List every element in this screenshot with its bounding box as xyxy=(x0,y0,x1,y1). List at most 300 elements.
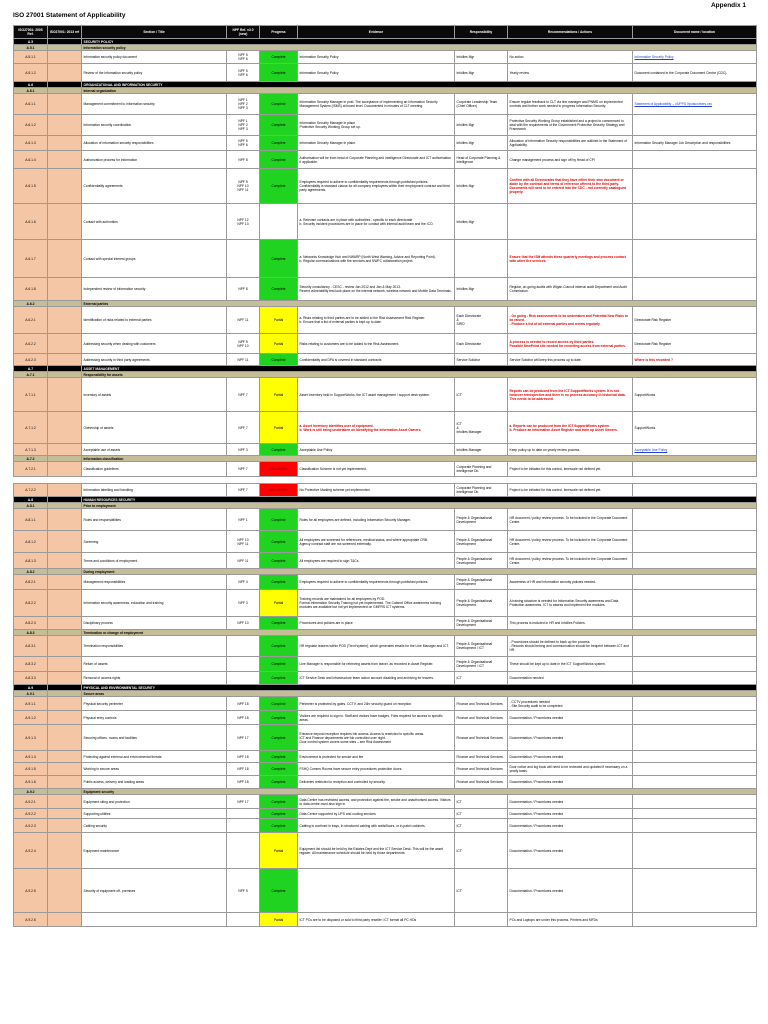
npf-ref: NPF 7 xyxy=(227,378,260,412)
control-ref: A.7.2.2 xyxy=(14,484,48,497)
table-row xyxy=(14,617,757,630)
control-ref: A.9.1.4 xyxy=(14,751,48,763)
control-title: Ownership of assets xyxy=(82,412,227,444)
column-header: ISO27001: 2013 ref xyxy=(48,26,82,39)
progress-status: Complete xyxy=(260,94,298,115)
recommendations: HR document / policy review process. To be included in the Corporate Document Centre. xyxy=(508,531,633,553)
control-title: Contact with authorities xyxy=(82,204,227,240)
control-ref: A.6.1.6 xyxy=(14,204,48,240)
npf-ref: NPF 11 xyxy=(227,553,260,569)
evidence: Visitors are required to sign in. Staff and visitors have badges. Fobs required for access to specific areas. xyxy=(298,711,455,725)
control-ref: A.7.1.3 xyxy=(14,444,48,456)
npf-ref: NPF 10 xyxy=(227,617,260,630)
evidence: All employees are screened for references, medical status, and where appropriate CRB. Agency contract staff are not screened externally. xyxy=(298,531,455,553)
recommendations: Documentation / Procedures needed xyxy=(508,725,633,751)
table-row xyxy=(14,711,757,725)
npf-ref: NPF 8 xyxy=(227,151,260,169)
control-ref: A.6.1.8 xyxy=(14,278,48,301)
control-ref: A.8.2.2 xyxy=(14,590,48,617)
responsibility: Infoliles Mgr xyxy=(455,136,508,151)
responsibility: Service Solicitor xyxy=(455,354,508,366)
npf-ref xyxy=(227,657,260,672)
control-ref-2013 xyxy=(48,617,82,630)
control-ref-2013 xyxy=(48,412,82,444)
npf-ref: NPF 9 NPF 10 NPF 11 xyxy=(227,169,260,204)
table-row xyxy=(14,412,757,444)
recommendations: Documentation / Procedures needed xyxy=(508,833,633,869)
control-ref: A.7.2.1 xyxy=(14,462,48,477)
document-location xyxy=(633,484,757,497)
progress-status: Complete xyxy=(260,617,298,630)
npf-ref xyxy=(227,672,260,685)
section-ref: A.8.3 xyxy=(14,630,48,636)
document-link[interactable]: Statement of Applicability – v3/PPG Ifpostcorsers.csv xyxy=(634,102,713,106)
table-row xyxy=(14,484,757,497)
evidence: Employees required to adhere to confidentiality requirements through published policies. Confidentiality is standard clause for all company employees within their employment contract and third party agreements. xyxy=(298,169,455,204)
recommendations: This process is included in HR and Infoliles Policies. xyxy=(508,617,633,630)
responsibility: Finance and Technical Services xyxy=(455,711,508,725)
document-location xyxy=(633,151,757,169)
table-row xyxy=(14,869,757,913)
control-title: Information security awareness, education and training xyxy=(82,590,227,617)
evidence: a. Networks Knowledge Hub and NWARP (North West Warning, Advice and Reporting Point). b. Regular communications with fire services and NWFC collaboration project. xyxy=(298,240,455,278)
document-location: Document contained in the Corporate Document Centre (CDC). xyxy=(633,64,757,82)
document-location xyxy=(633,795,757,809)
progress-status xyxy=(260,204,298,240)
npf-ref: NPF 9 xyxy=(227,869,260,913)
responsibility: Each Directorate & SIRO xyxy=(455,307,508,334)
progress-status: Complete xyxy=(260,725,298,751)
recommendations: Service Solicitor will keep this process up to date. xyxy=(508,354,633,366)
table-header-row xyxy=(14,26,757,39)
table-row xyxy=(14,531,757,553)
evidence: Information Security Policy xyxy=(298,51,455,64)
section-ref: A.7 xyxy=(14,366,48,372)
recommendations: Project to be initiated for this control, timescale not defined yet. xyxy=(508,484,633,497)
control-title: Physical security perimeter xyxy=(82,697,227,711)
evidence: Asset Inventory held in SupportWorks, the ICT asset management / support desk system. xyxy=(298,378,455,412)
npf-ref: NPF 7 xyxy=(227,484,260,497)
control-title: Equipment maintenance xyxy=(82,833,227,869)
section-ref: A.9 xyxy=(14,685,48,691)
recommendations: a. Reports can be produced from the ICT SupportWorks system. b. Produce an Information Asset Register and train up Asset Owners. xyxy=(508,412,633,444)
npf-ref: NPF 9 NPF 10 xyxy=(227,334,260,354)
recommendations: Documentation / Procedures needed xyxy=(508,809,633,819)
progress-status: Complete xyxy=(260,169,298,204)
document-location xyxy=(633,657,757,672)
column-header: Evidence xyxy=(298,26,455,39)
responsibility: Infoliles Mgr xyxy=(455,64,508,82)
npf-ref: NPF 5 NPF 6 xyxy=(227,51,260,64)
control-title: Review of the information security policy xyxy=(82,64,227,82)
control-ref-2013 xyxy=(48,240,82,278)
recommendations: HR document / policy review process. To be included in the Corporate Document Centre. xyxy=(508,553,633,569)
recommendations: A training structure is needed for Information Security awareness and Data Protection awareness. ICT to assess and implement the modules. xyxy=(508,590,633,617)
responsibility: Each Directorate xyxy=(455,334,508,354)
progress-status: Complete xyxy=(260,354,298,366)
section-title: External parties xyxy=(82,301,757,307)
recommendations: A process is needed to record access by third parties. Possible NewPoint site needed for recording access from external parties. xyxy=(508,334,633,354)
evidence: Information Security Policy xyxy=(298,64,455,82)
document-location xyxy=(633,115,757,136)
table-row xyxy=(14,751,757,763)
progress-status: Complete xyxy=(260,278,298,301)
progress-status: Complete xyxy=(260,136,298,151)
control-ref-2013 xyxy=(48,636,82,657)
responsibility: Infoliles Manager xyxy=(455,444,508,456)
recommendations: Documentation / Procedures needed xyxy=(508,819,633,833)
document-location xyxy=(633,763,757,776)
responsibility: Corporate Planning and Intelligence Dir. xyxy=(455,484,508,497)
document-location xyxy=(633,725,757,751)
table-row xyxy=(14,833,757,869)
control-ref-2013 xyxy=(48,795,82,809)
control-ref-2013 xyxy=(48,575,82,590)
control-ref-2013 xyxy=(48,151,82,169)
control-ref: A.8.3.1 xyxy=(14,636,48,657)
responsibility: Finance and Technical Services xyxy=(455,763,508,776)
progress-status: Complete xyxy=(260,819,298,833)
progress-status: Complete xyxy=(260,51,298,64)
column-header: Document name / location xyxy=(633,26,757,39)
table-row xyxy=(14,819,757,833)
control-title: Management responsibilities xyxy=(82,575,227,590)
document-location xyxy=(633,672,757,685)
document-link[interactable]: Information Security Policy xyxy=(634,55,674,59)
document-location xyxy=(633,809,757,819)
table-row xyxy=(14,636,757,657)
responsibility: ICT xyxy=(455,378,508,412)
table-row xyxy=(14,204,757,240)
section-title: PHYSICAL AND ENVIRONMENTAL SECURITY xyxy=(82,685,757,691)
table-row xyxy=(14,795,757,809)
evidence: Perimeter is protected by gates, CCTV, and 24hr security guard on reception. xyxy=(298,697,455,711)
control-ref-2013 xyxy=(48,484,82,497)
control-title: Addressing security in third party agreements xyxy=(82,354,227,366)
evidence: Entrance beyond reception requires fob access. Access is restricted to specific areas. ICT and Finance departments are fob controlled over night. Door control system covers some sites – see Risk Assessment xyxy=(298,725,455,751)
document-location xyxy=(633,278,757,301)
control-title: Identification of risks related to external parties xyxy=(82,307,227,334)
responsibility: People & Organisational Development xyxy=(455,509,508,531)
control-ref: A.6.2.1 xyxy=(14,307,48,334)
control-ref: A.9.1.2 xyxy=(14,711,48,725)
document-location xyxy=(633,553,757,569)
control-ref-2013 xyxy=(48,278,82,301)
document-location xyxy=(633,751,757,763)
recommendations: Change management process and sign off by Head of CPI xyxy=(508,151,633,169)
npf-ref: NPF 18 xyxy=(227,697,260,711)
control-ref: A.6.1.3 xyxy=(14,136,48,151)
table-row xyxy=(14,51,757,64)
responsibility: People & Organisational Development / ICT xyxy=(455,657,508,672)
responsibility: Finance and Technical Services xyxy=(455,776,508,789)
progress-status: Complete xyxy=(260,697,298,711)
evidence: Equipment list should be held by the Estates Dept and the ICT Service Desk. This will be the asset register. All maintenance schedule should be held by those departments. xyxy=(298,833,455,869)
section-title: Equipment security xyxy=(82,789,757,795)
table-row xyxy=(14,278,757,301)
table-row xyxy=(14,354,757,366)
evidence: Authorisation will be from head of Corporate Planning and Intelligence Directorate and ICT authorisation if applicable. xyxy=(298,151,455,169)
control-ref: A.8.1.1 xyxy=(14,509,48,531)
evidence: Employees required to adhere to confidentiality requirements through published policies. xyxy=(298,575,455,590)
progress-status: Complete xyxy=(260,64,298,82)
evidence: All employees are required to sign T&Cs. xyxy=(298,553,455,569)
document-location: Information Security Manager Job Description and responsibilities xyxy=(633,136,757,151)
column-header: NPF Ref. v3.0 (new) xyxy=(227,26,260,39)
table-row xyxy=(14,378,757,412)
control-ref: A.9.2.6 xyxy=(14,913,48,927)
responsibility: ICT xyxy=(455,809,508,819)
document-link[interactable]: Acceptable Use Policy xyxy=(634,447,668,452)
npf-ref: NPF 11 xyxy=(227,307,260,334)
npf-ref: NPF 3 xyxy=(227,590,260,617)
table-row xyxy=(14,913,757,927)
evidence: Deliveries restricted to reception and controlled by security. xyxy=(298,776,455,789)
table-row xyxy=(14,136,757,151)
control-ref: A.6.1.1 xyxy=(14,94,48,115)
responsibility xyxy=(455,240,508,278)
progress-status: Complete xyxy=(260,509,298,531)
control-ref-2013 xyxy=(48,819,82,833)
npf-ref: NPF 12 NPF 13 xyxy=(227,204,260,240)
table-row xyxy=(14,575,757,590)
control-ref: A.9.2.2 xyxy=(14,809,48,819)
table-row xyxy=(14,809,757,819)
recommendations: Project to be initiated for this control, timescale not defined yet. xyxy=(508,462,633,477)
responsibility: Corporate Leadership Team (Chief Officer) xyxy=(455,94,508,115)
recommendations: Documentation / Procedures needed xyxy=(508,869,633,913)
control-ref: A.8.3.2 xyxy=(14,657,48,672)
table-row xyxy=(14,590,757,617)
evidence: Information Security Manager in post. The acceptance of implementing an Information Security Management System (ISMS) at board level. Documented in minutes of CLT meeting. xyxy=(298,94,455,115)
npf-ref: NPF 3 xyxy=(227,444,260,456)
npf-ref: NPF 18 xyxy=(227,711,260,725)
evidence: Roles for all employees are defined, including Information Security Manager. xyxy=(298,509,455,531)
progress-status: Complete xyxy=(260,151,298,169)
control-title: Cabling security xyxy=(82,819,227,833)
responsibility: Corporate Planning and Intelligence Dir. xyxy=(455,462,508,477)
control-title: Equipment siting and protection xyxy=(82,795,227,809)
document-location: Directorate Risk Register xyxy=(633,334,757,354)
npf-ref xyxy=(227,809,260,819)
control-title: Confidentiality agreements xyxy=(82,169,227,204)
document-location xyxy=(633,869,757,913)
section-title: Prior to employment xyxy=(82,503,757,509)
control-ref-2013 xyxy=(48,509,82,531)
document-location xyxy=(633,509,757,531)
section-title: HUMAN RESOURCES SECURITY xyxy=(82,497,757,503)
recommendations: - CCTV procedures needed - Site Security audit to be completed xyxy=(508,697,633,711)
recommendations: Yearly review xyxy=(508,64,633,82)
progress-status: Partial xyxy=(260,833,298,869)
progress-status: Complete xyxy=(260,751,298,763)
control-ref: A.6.1.7 xyxy=(14,240,48,278)
recommendations: - On going - Risk assessments to be undertaken and Potential New Risks to be raised. - Produce a list of all external parties and review regularly xyxy=(508,307,633,334)
progress-status: Complete xyxy=(260,672,298,685)
table-row xyxy=(14,151,757,169)
control-title: Information labelling and handling xyxy=(82,484,227,497)
control-ref: A.9.1.1 xyxy=(14,697,48,711)
table-row xyxy=(14,509,757,531)
section-ref: A.9.2 xyxy=(14,789,48,795)
responsibility xyxy=(455,913,508,927)
npf-ref: NPF 17 xyxy=(227,795,260,809)
npf-ref: NPF 18 xyxy=(227,751,260,763)
section-ref: A.8.1 xyxy=(14,503,48,509)
npf-ref: NPF 10 NPF 11 xyxy=(227,531,260,553)
control-ref: A.6.1.2 xyxy=(14,115,48,136)
responsibility: Infoliles Mgr xyxy=(455,278,508,301)
control-ref-2013 xyxy=(48,136,82,151)
control-ref-2013 xyxy=(48,64,82,82)
progress-status: Complete xyxy=(260,711,298,725)
control-ref-2013 xyxy=(48,444,82,456)
responsibility: Head of Corporate Planning & Intelligence xyxy=(455,151,508,169)
npf-ref: NPF 7 xyxy=(227,462,260,477)
control-ref: A.7.1.2 xyxy=(14,412,48,444)
npf-ref xyxy=(227,636,260,657)
recommendations: Awareness of HR and Information security policies needed. xyxy=(508,575,633,590)
section-ref: A.5 xyxy=(14,39,48,45)
control-title: Screening xyxy=(82,531,227,553)
progress-status: Partial xyxy=(260,913,298,927)
progress-status: Partial xyxy=(260,412,298,444)
section-title: Secure areas xyxy=(82,691,757,697)
section-title: SECURITY POLICY xyxy=(82,39,757,45)
recommendations: - Procedures should be defined to back up the process. - Records should belong and communication should be frequent between ICT and HR. xyxy=(508,636,633,657)
control-title: Disciplinary process xyxy=(82,617,227,630)
control-ref: A.9.2.5 xyxy=(14,869,48,913)
spacer-row xyxy=(14,477,757,484)
control-ref-2013 xyxy=(48,531,82,553)
control-title: Roles and responsibilities xyxy=(82,509,227,531)
recommendations: Documentation / Procedures needed xyxy=(508,776,633,789)
evidence: Cabling is confined in trays, in structured cabling with walls/floors, or in patch cabinets. xyxy=(298,819,455,833)
npf-ref: NPF 4 xyxy=(227,575,260,590)
section-title: ORGANIZATIONAL AND INFORMATION SECURITY xyxy=(82,82,757,88)
evidence: Data Centre supported by UPS and cooling services xyxy=(298,809,455,819)
control-title: Contact with special interest groups xyxy=(82,240,227,278)
responsibility: Infoliles Mgr xyxy=(455,51,508,64)
evidence: Line Manager is responsible for retrieving assets from leaver, as recorded in Asset Register. xyxy=(298,657,455,672)
recommendations: Ensure regular feedback to CLT via line manager and PNMG on implemented controls and further work needed to progress Information Security. xyxy=(508,94,633,115)
table-row xyxy=(14,64,757,82)
recommendations: Door notice and log book will need to be reviewed and updated if necessary on a yearly basis. xyxy=(508,763,633,776)
control-ref: A.5.1.2 xyxy=(14,64,48,82)
table-row xyxy=(14,672,757,685)
document-location xyxy=(633,833,757,869)
control-title: Termination responsibilities xyxy=(82,636,227,657)
progress-status: Complete xyxy=(260,575,298,590)
recommendations: Documentation / Procedures needed xyxy=(508,711,633,725)
table-row xyxy=(14,657,757,672)
column-header: Progress xyxy=(260,26,298,39)
control-ref-2013 xyxy=(48,553,82,569)
control-title: Public access, delivery and loading areas xyxy=(82,776,227,789)
recommendations: Regular, on-going audits with Wigan Council internal audit Department and Audit Commission. xyxy=(508,278,633,301)
responsibility: People & Organisational Development xyxy=(455,617,508,630)
document-location xyxy=(633,575,757,590)
control-ref-2013 xyxy=(48,751,82,763)
table-row xyxy=(14,776,757,789)
control-title: Physical entry controls xyxy=(82,711,227,725)
recommendations: Documentation needed xyxy=(508,672,633,685)
control-ref: A.8.1.3 xyxy=(14,553,48,569)
recommendations: Documentation / Procedures needed xyxy=(508,795,633,809)
evidence: a. Relevant contacts are in place with authorities - specific to each directorate b. Security incident procedures are in place for contact with internal audit team and the ICO. xyxy=(298,204,455,240)
evidence: Acceptable Use Policy xyxy=(298,444,455,456)
responsibility: Finance and Technical Services xyxy=(455,751,508,763)
control-title: Addressing security when dealing with customers xyxy=(82,334,227,354)
table-row xyxy=(14,462,757,477)
column-header: Section / Title xyxy=(82,26,227,39)
document-location xyxy=(633,590,757,617)
control-ref: A.9.2.1 xyxy=(14,795,48,809)
control-ref-2013 xyxy=(48,334,82,354)
recommendations: Protective Security Working Group established and a project to commenced to deal with the requirements of the Government Protective Security Strategy and Framework xyxy=(508,115,633,136)
progress-status: Partial xyxy=(260,378,298,412)
responsibility: People & Organisational Development xyxy=(455,553,508,569)
control-ref-2013 xyxy=(48,776,82,789)
document-location xyxy=(633,531,757,553)
table-row xyxy=(14,697,757,711)
progress-status: Complete xyxy=(260,657,298,672)
responsibility: ICT xyxy=(455,869,508,913)
responsibility: ICT xyxy=(455,672,508,685)
control-title xyxy=(82,913,227,927)
section-ref: A.8 xyxy=(14,497,48,503)
recommendations: Documentation / Procedures needed xyxy=(508,751,633,763)
npf-ref: NPF 1 NPF 2 NPF 3 xyxy=(227,94,260,115)
table-row xyxy=(14,763,757,776)
control-ref-2013 xyxy=(48,307,82,334)
progress-status: Complete xyxy=(260,444,298,456)
evidence: Data Centre has restricted access, and protection against fire, smoke and unauthorised access. Visitors to data centre must also sign in. xyxy=(298,795,455,809)
recommendations: Confirm with all Directorates that they have either their own document or abide by the contract and terms of reference offered to the third party. Documents will need to be entered into the CDC - not currently catalogued properly. xyxy=(508,169,633,204)
recommendations: Reports can be produced from the ICT SupportWorks system. It is not however retrospective and there is no process accuracy in historical data. This needs to be addressed. xyxy=(508,378,633,412)
npf-ref: NPF 11 xyxy=(227,354,260,366)
evidence: ICT PCs are to be disposed or sold to third party reseller; ICT format all PC HDs xyxy=(298,913,455,927)
table-row xyxy=(14,94,757,115)
progress-status: Not started xyxy=(260,484,298,497)
responsibility: ICT xyxy=(455,795,508,809)
control-ref-2013 xyxy=(48,115,82,136)
document-location xyxy=(633,636,757,657)
control-ref-2013 xyxy=(48,169,82,204)
evidence xyxy=(298,869,455,913)
progress-status: Complete xyxy=(260,115,298,136)
responsibility: People & Organisational Development xyxy=(455,590,508,617)
responsibility: People & Organisational Development xyxy=(455,531,508,553)
control-ref: A.8.2.1 xyxy=(14,575,48,590)
column-header: Recommendations / Actions xyxy=(508,26,633,39)
control-title: Information security policy document xyxy=(82,51,227,64)
npf-ref xyxy=(227,819,260,833)
responsibility: People & Organisational Development xyxy=(455,575,508,590)
evidence: Environment is protected for smoke and fire. xyxy=(298,751,455,763)
section-title: Information security policy xyxy=(82,45,757,51)
control-title: Security of equipment off- premises xyxy=(82,869,227,913)
document-location xyxy=(633,204,757,240)
control-title: Terms and conditions of employment xyxy=(82,553,227,569)
control-ref: A.9.1.6 xyxy=(14,776,48,789)
control-ref-2013 xyxy=(48,672,82,685)
document-location: SupportWorks xyxy=(633,378,757,412)
control-title: Protecting against external and environmental threats xyxy=(82,751,227,763)
progress-status: Partial xyxy=(260,334,298,354)
statement-of-applicability-table xyxy=(13,25,757,927)
control-ref-2013 xyxy=(48,462,82,477)
